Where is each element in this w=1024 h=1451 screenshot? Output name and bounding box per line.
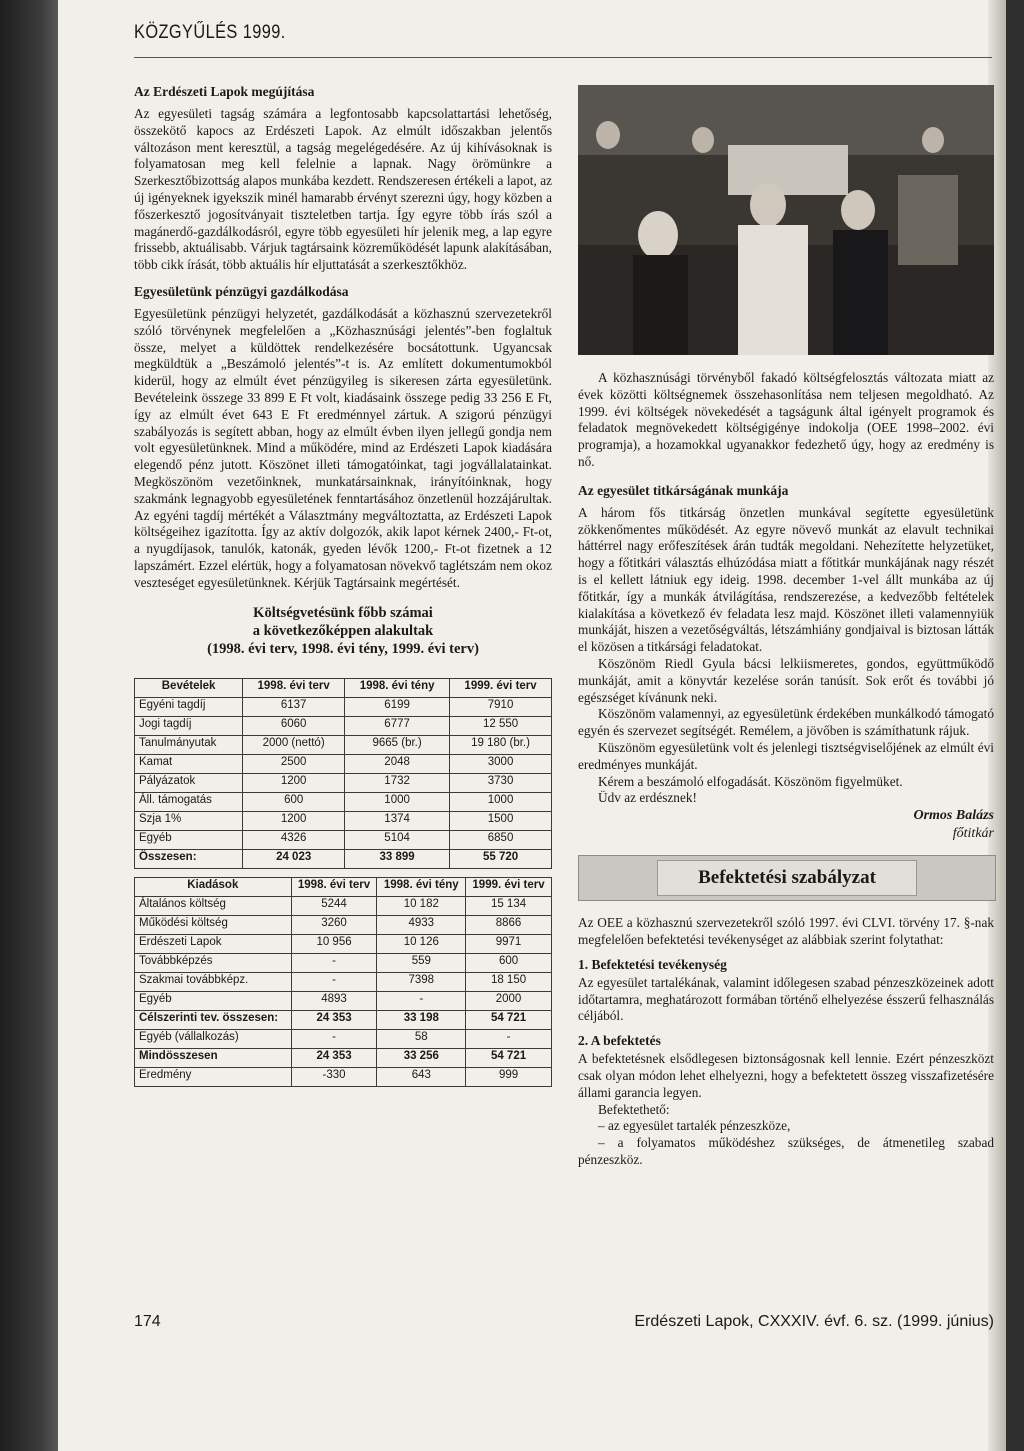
budget-title-line-1: Költségvetésünk főbb számai <box>253 604 433 621</box>
table-cell: 24 353 <box>291 1010 377 1029</box>
table-cell: 2048 <box>345 754 450 773</box>
table-cell: 3000 <box>450 754 552 773</box>
right-column <box>578 370 994 1169</box>
table-cell: 58 <box>377 1029 466 1048</box>
paragraph-finance: Egyesületünk pénzügyi helyzetét, gazdálkodását a közhasznú szervezetekről szóló törvénynek megfelelően a „Közhasznúsági jelentés”-ben foglaltuk össze, melyet a küldöttek rendelkezésére bocsátottunk. Ugyancsak megküldtük a „Beszámoló jelentés”-t is. Az említett dokumentumokból kiderül, hogy az elmúlt évet pénzügyileg is sikeresen zárta egyesületünk. Bevételeink összege 33 899 E Ft volt, kiadásaink összege pedig 33 256 E Ft, így az elmúlt évet 643 E Ft eredménnyel zártuk. A szigorú pénzügyi szabályozás is segített abban, hogy az elmúlt évben ilyen jellegű gondja nem volt egyesületünknek. Mind a működére, mind az Erdészeti Lapok kiadására elegendő pénz jutott. Köszönet illeti támogatóinkat, tagi jogvállalatainkat. Megköszönöm vezetőinknek, munkatársainknak, irányítóinknak, hogy szakmánk legnagyobb egyesületének fenntartásához önzetlenül hozzájárultak. Az egyéni tagdíj mértékét a Választmány megváltoztatta, az Erdészeti Lapok költségeihez igazította. Így az aktív dolgozók, akik lapot kérnek 2400,- Ft-ot, a nyugdíjasok, tanulók, katonák, gyeden lévők 1200,- Ft-ot fizetnek a 12 lapszámért. Ezzel elértük, hogy a folyamatosan növekvő taglétszám nem okoz veszteséget egyesületünknek. Kérjük Tagtársaink megértését. <box>134 305 552 590</box>
table-cell: 33 256 <box>377 1048 466 1067</box>
revenue-table <box>134 678 552 869</box>
table-cell: 19 180 (br.) <box>450 735 552 754</box>
table-row <box>135 754 552 773</box>
table-cell: 1998. évi terv <box>291 877 377 896</box>
table-cell: Jogi tagdíj <box>135 716 243 735</box>
table-cell: - <box>466 1029 552 1048</box>
table-total-row <box>135 849 552 868</box>
section-title-investment-activity: 1. Befektetési tevékenység <box>578 956 727 972</box>
table-cell: 600 <box>466 953 552 972</box>
table-cell: 55 720 <box>450 849 552 868</box>
table-cell: 12 550 <box>450 716 552 735</box>
table-cell: Áll. támogatás <box>135 792 243 811</box>
table-cell: Tanulmányutak <box>135 735 243 754</box>
photo-illustration <box>578 85 994 355</box>
signature <box>578 807 994 843</box>
table-cell: 7398 <box>377 972 466 991</box>
table-cell: 3730 <box>450 773 552 792</box>
journal-footer: Erdészeti Lapok, CXXXIV. évf. 6. sz. (1999. június) <box>634 1313 994 1330</box>
table-cell: Működési költség <box>135 915 292 934</box>
table-cell: Kamat <box>135 754 243 773</box>
table-cell: 10 956 <box>291 934 377 953</box>
table-cell: Általános költség <box>135 896 292 915</box>
table-row <box>135 953 552 972</box>
list-item-reserve: – az egyesület tartalék pénzeszköze, <box>598 1118 791 1134</box>
table-row <box>135 792 552 811</box>
table-cell: Egyéni tagdíj <box>135 697 243 716</box>
table-cell: 10 126 <box>377 934 466 953</box>
table-cell: 9665 (br.) <box>345 735 450 754</box>
table-cell: Bevételek <box>135 678 243 697</box>
table-cell: Pályázatok <box>135 773 243 792</box>
table-cell: 1732 <box>345 773 450 792</box>
table-cell: 18 150 <box>466 972 552 991</box>
table-row <box>135 697 552 716</box>
table-cell: 7910 <box>450 697 552 716</box>
section-title-lapok: Az Erdészeti Lapok megújítása <box>134 84 315 99</box>
table-cell: Mindösszesen <box>135 1048 292 1067</box>
header-rule <box>134 57 992 58</box>
table-row <box>135 915 552 934</box>
table-cell: 9971 <box>466 934 552 953</box>
table-cell: Célszerinti tev. összesen: <box>135 1010 292 1029</box>
signature-name: Ormos Balázs <box>913 808 994 824</box>
table-cell: 33 198 <box>377 1010 466 1029</box>
budget-title <box>134 604 552 658</box>
table-row <box>135 896 552 915</box>
table-row <box>135 1029 552 1048</box>
book-spine <box>0 0 58 1451</box>
table-cell: 6060 <box>243 716 345 735</box>
table-cell: 1999. évi terv <box>450 678 552 697</box>
table-cell: 1998. évi tény <box>377 877 466 896</box>
section-title-secretariat: Az egyesület titkárságának munkája <box>578 482 789 498</box>
paragraph-lapok: Az egyesületi tagság számára a legfontosabb kapcsolattartási lehetőség, összekötő kapocs az Erdészeti Lapok. Az elmúlt időszakban jelentős változáson ment keresztül, a tagság megelégedésére. Az új kihívásoknak is folyamatosan meg kell felelnie a lapnak. Nagy örömünkre a Szerkesztőbizottság alapos munkába kezdett. Rendszeresen értékeli a lapot, az új igényeknek igyekszik minél hamarabb érvényt szerezni úgy, hogy közben a főszerkesztő jogosítványait tiszteletben tartja. Így egyre több írás szól a magánerdő-gazdálkodásról, egyre több egyesületi hír jelenik meg, a lap egyre frissebb, aktuálisabb. Várjuk tagtársaink közreműködését lapunk alakításában, több cikk írását, több aktuális hír eljuttatását a szerkesztőkhöz. <box>134 106 552 273</box>
table-cell: 4326 <box>243 830 345 849</box>
table-cell: 33 899 <box>345 849 450 868</box>
table-cell: 2000 (nettó) <box>243 735 345 754</box>
table-cell: 2500 <box>243 754 345 773</box>
table-cell: 1998. évi terv <box>243 678 345 697</box>
table-cell: 1200 <box>243 811 345 830</box>
table-cell: 6137 <box>243 697 345 716</box>
table-cell: 4933 <box>377 915 466 934</box>
table-header-row <box>135 877 552 896</box>
list-item-temporary-funds: – a folyamatos működéshez szükséges, de átmenetileg szabad pénzeszköz. <box>578 1135 994 1167</box>
table-cell: 6850 <box>450 830 552 849</box>
table-cell: Egyéb <box>135 991 292 1010</box>
table-cell: Kiadások <box>135 877 292 896</box>
paragraph-cost-distribution: A közhasznúsági törvényből fakadó költségfelosztás változata miatt az évek közötti költségnemek összehasonlítása nem teljesen megoldható. Az 1999. évi költségek növekedését a tagságunk által igényelt programok és feladatok megnövekedett költségigénye indokolja (OEE 1998–2002. évi programja), a hozamokkal ugyanakkor fedezhető úgy, hogy az eredmény is nő. <box>578 370 994 469</box>
table-cell: Szja 1% <box>135 811 243 830</box>
paragraph-investment-intro: Az OEE a közhasznú szervezetekről szóló 1997. évi CLVI. törvény 17. §-nak megfelelően befektetési tevékenységet az alábbiak szerint folytathat: <box>578 915 994 947</box>
table-cell: 5104 <box>345 830 450 849</box>
table-cell: 1200 <box>243 773 345 792</box>
table-cell: 4893 <box>291 991 377 1010</box>
section-title-investment: 2. A befektetés <box>578 1033 661 1049</box>
table-row <box>135 1048 552 1067</box>
table-cell: 1000 <box>345 792 450 811</box>
table-cell: 3260 <box>291 915 377 934</box>
table-cell: Egyéb (vállalkozás) <box>135 1029 292 1048</box>
paragraph-investment: A befektetésnek elsődlegesen biztonságosnak kell lennie. Ezért pénzeszközt csak olyan módon lehet elhelyezni, hogy a befektetett összeg visszafizetésére állami garancia legyen. <box>578 1051 994 1100</box>
table-cell: 2000 <box>466 991 552 1010</box>
page-number: 174 <box>134 1313 161 1330</box>
table-cell: 5244 <box>291 896 377 915</box>
table-row <box>135 830 552 849</box>
table-cell: 15 134 <box>466 896 552 915</box>
table-row <box>135 773 552 792</box>
table-cell: 6199 <box>345 697 450 716</box>
paragraph-greeting: Üdv az erdésznek! <box>598 790 697 806</box>
paragraph-request: Kérem a beszámoló elfogadását. Köszönöm figyelmüket. <box>598 773 903 789</box>
table-cell: 559 <box>377 953 466 972</box>
table-row <box>135 1010 552 1029</box>
meeting-photo <box>578 85 994 355</box>
table-cell: Erdészeti Lapok <box>135 934 292 953</box>
budget-title-line-3: (1998. évi terv, 1998. évi tény, 1999. évi terv) <box>207 640 479 657</box>
table-row <box>135 716 552 735</box>
table-row <box>135 991 552 1010</box>
table-cell: 643 <box>377 1067 466 1086</box>
table-header-row <box>135 678 552 697</box>
table-cell: 1500 <box>450 811 552 830</box>
table-cell: 999 <box>466 1067 552 1086</box>
table-cell: 6777 <box>345 716 450 735</box>
table-row <box>135 934 552 953</box>
table-cell: 24 353 <box>291 1048 377 1067</box>
table-row <box>135 735 552 754</box>
table-cell: Összesen: <box>135 849 243 868</box>
table-cell: 54 721 <box>466 1010 552 1029</box>
table-cell: 1998. évi tény <box>345 678 450 697</box>
table-cell: Eredmény <box>135 1067 292 1086</box>
table-cell: - <box>291 972 377 991</box>
section-title-finance: Egyesületünk pénzügyi gazdálkodása <box>134 283 349 299</box>
paragraph-thanks-riedl: Köszönöm Riedl Gyula bácsi lelkiismeretes, gondos, együttműködő munkáját, amit a könyvtár kezelése során tanúsít. Sok erőt és további jó egészséget kívánunk neki. <box>578 655 994 705</box>
signature-role: főtitkár <box>952 826 994 842</box>
paragraph-thanks-supporters: Köszönöm valamennyi, az egyesületünk érdekében munkálkodó támogató egyén és szervezet segítségét. Remélem, a jövőben is számíthatunk rájuk. <box>578 706 994 739</box>
table-cell: -330 <box>291 1067 377 1086</box>
investment-rules-banner <box>578 855 996 901</box>
expense-table <box>134 877 552 1087</box>
table-cell: 1999. évi terv <box>466 877 552 896</box>
investment-rules-title: Befektetési szabályzat <box>657 860 917 896</box>
table-cell: - <box>291 1029 377 1048</box>
table-row <box>135 972 552 991</box>
table-cell: 10 182 <box>377 896 466 915</box>
paragraph-thanks-officers: Küszönöm egyesületünk volt és jelenlegi tisztségviselőjének az elmúlt évi eredményes munkáját. <box>578 739 994 772</box>
paragraph-investment-activity: Az egyesület tartalékának, valamint időlegesen szabad pénzeszközeinek adott időtartamra, meghatározott formában történő elhelyezése ésszerű felhasználás céljából. <box>578 974 994 1024</box>
table-row <box>135 811 552 830</box>
left-column <box>134 84 552 1087</box>
table-cell: 54 721 <box>466 1048 552 1067</box>
table-cell: Szakmai továbbképz. <box>135 972 292 991</box>
table-cell: 600 <box>243 792 345 811</box>
table-cell: - <box>377 991 466 1010</box>
table-row <box>135 1067 552 1086</box>
table-cell: 24 023 <box>243 849 345 868</box>
table-cell: 1374 <box>345 811 450 830</box>
table-cell: Továbbképzés <box>135 953 292 972</box>
table-cell: - <box>291 953 377 972</box>
table-cell: 8866 <box>466 915 552 934</box>
table-cell: 1000 <box>450 792 552 811</box>
table-cell: Egyéb <box>135 830 243 849</box>
paragraph-secretariat: A három fős titkárság önzetlen munkával segítette egyesületünk zökkenőmentes működését. Az egyre növevő munkát az elavult technikai háttérrel nagy erőfeszítések árán tudták megoldani. Nehezítette helyzetüket, hogy a főtitkári választás elhúzódása miatt a főtitkár munkájának nagy részét is el kellett látniuk egy ideig. 1998. december 1-vel állt munkába az új főtitkár, így a munkák átvilágítása, rendszerezése, a kedvezőbb feltételek kialakítása a következő év feladata lesz majd. Köszönet illeti valamennyiük munkáját, hiszen a vezetőségváltás, létszámhiány gondjaival is biztosan látták el közösen a titkársági feladatokat. <box>578 504 994 655</box>
budget-title-line-2: a következőképpen alakultak <box>252 622 434 639</box>
running-header: KÖZGYŰLÉS 1999. <box>134 22 286 43</box>
paragraph-investable: Befektethető: <box>598 1101 670 1117</box>
